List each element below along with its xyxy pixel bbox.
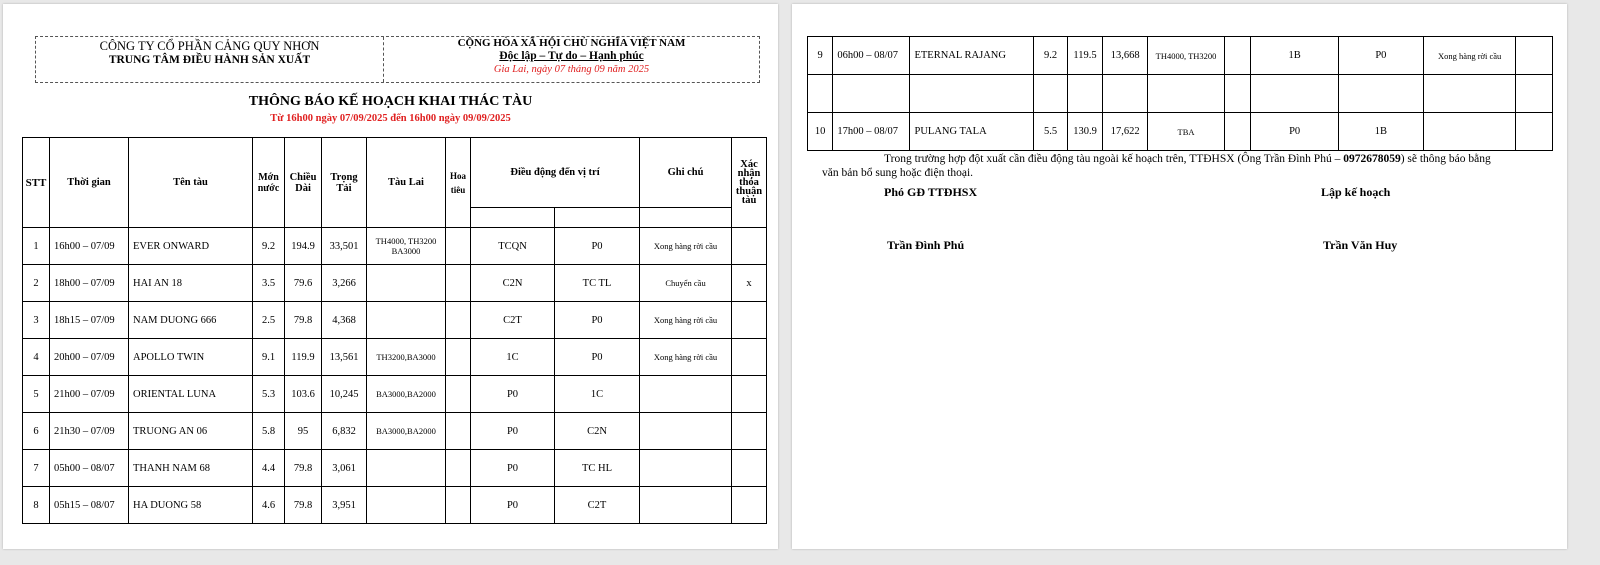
table-row: [23, 450, 767, 487]
cell-pilot: [446, 487, 471, 524]
table-row: [23, 228, 767, 265]
header-move-from: [471, 208, 555, 228]
header-time: Thời gian: [50, 138, 129, 228]
cell-tug: [367, 265, 446, 302]
cell-stt: 2: [23, 265, 50, 302]
cell-confirm: [732, 413, 767, 450]
header-stt: STT: [23, 138, 50, 228]
cell-empty: [1067, 75, 1103, 113]
header-confirm: Xác nhận thỏa thuận tàu: [732, 138, 767, 228]
cell-pilot: [446, 265, 471, 302]
cell-note: [640, 450, 732, 487]
cell-stt: 10: [808, 113, 833, 151]
cell-pilot: [446, 302, 471, 339]
cell-tonnage: 17,622: [1103, 113, 1148, 151]
signature-left-name: Trần Đình Phú: [887, 238, 965, 252]
contact-note: [822, 152, 1532, 180]
header-note: Ghi chú: [640, 138, 732, 208]
cell-note: Xong hàng rời cầu: [640, 339, 732, 376]
cell-draft: 9.2: [1034, 37, 1067, 75]
company-name: CÔNG TY CỔ PHẦN CẢNG QUY NHƠN: [99, 39, 320, 53]
cell-move-to: P0: [555, 228, 640, 265]
cell-tonnage: 13,561: [322, 339, 367, 376]
header-move-to: [555, 208, 640, 228]
cell-pilot: [446, 413, 471, 450]
cell-stt: 7: [23, 450, 50, 487]
cell-empty: [1034, 75, 1067, 113]
cell-draft: 3.5: [253, 265, 285, 302]
cell-time: 21h00 – 07/09: [50, 376, 129, 413]
cell-tonnage: 3,061: [322, 450, 367, 487]
cell-ship: ORIENTAL LUNA: [129, 376, 253, 413]
cell-move-to: 1B: [1338, 113, 1423, 151]
place-date: Gia Lai, ngày 07 tháng 09 năm 2025: [493, 64, 650, 75]
cell-confirm: [732, 450, 767, 487]
cell-empty: [1516, 75, 1553, 113]
cell-note: Chuyển cầu: [640, 265, 732, 302]
cell-tug: BA3000,BA2000: [367, 413, 446, 450]
cell-confirm: [1516, 113, 1553, 151]
cell-empty: [1147, 75, 1224, 113]
cell-stt: 4: [23, 339, 50, 376]
cell-length: 119.5: [1067, 37, 1103, 75]
cell-confirm: [732, 228, 767, 265]
cell-move-to: P0: [1338, 37, 1423, 75]
document-subtitle: Từ 16h00 ngày 07/09/2025 đến 16h00 ngày 09/09/2025: [270, 113, 511, 124]
table-row-empty: [808, 75, 1553, 113]
cell-length: 103.6: [285, 376, 322, 413]
cell-length: 130.9: [1067, 113, 1103, 151]
header-organization: [36, 37, 384, 82]
cell-note: [640, 413, 732, 450]
cell-tug: TH4000, TH3200 BA3000: [367, 228, 446, 265]
cell-note: Xong hàng rời cầu: [640, 228, 732, 265]
cell-ship: HAI AN 18: [129, 265, 253, 302]
cell-move-from: TCQN: [471, 228, 555, 265]
signature-right-name: Trần Văn Huy: [1323, 238, 1398, 252]
document-title: THÔNG BÁO KẾ HOẠCH KHAI THÁC TÀU: [248, 94, 533, 109]
note-text-line2: văn bản bổ sung hoặc điện thoại.: [822, 167, 974, 179]
cell-ship: ETERNAL RAJANG: [910, 37, 1034, 75]
cell-ship: APOLLO TWIN: [129, 339, 253, 376]
cell-length: 95: [285, 413, 322, 450]
table-row: [23, 265, 767, 302]
cell-length: 79.8: [285, 450, 322, 487]
cell-draft: 4.4: [253, 450, 285, 487]
cell-pilot: [446, 376, 471, 413]
header-note-sub: [640, 208, 732, 228]
schedule-table: [22, 137, 767, 524]
cell-move-from: 1B: [1251, 37, 1338, 75]
cell-time: 20h00 – 07/09: [50, 339, 129, 376]
cell-tonnage: 6,832: [322, 413, 367, 450]
cell-time: 05h00 – 08/07: [50, 450, 129, 487]
cell-empty: [833, 75, 910, 113]
signature-left-title: Phó GĐ TTĐHSX: [884, 185, 978, 199]
note-text-after: ) sẽ thông báo bằng: [1400, 153, 1491, 165]
cell-tug: [367, 450, 446, 487]
cell-length: 119.9: [285, 339, 322, 376]
cell-note: Xong hàng rời cầu: [1424, 37, 1516, 75]
cell-time: 21h30 – 07/09: [50, 413, 129, 450]
cell-ship: EVER ONWARD: [129, 228, 253, 265]
cell-move-to: TC HL: [555, 450, 640, 487]
cell-stt: 3: [23, 302, 50, 339]
header-ship: Tên tàu: [129, 138, 253, 228]
note-phone: 0972678059: [1343, 153, 1401, 165]
cell-move-from: C2N: [471, 265, 555, 302]
cell-ship: HA DUONG 58: [129, 487, 253, 524]
cell-move-from: P0: [471, 487, 555, 524]
cell-draft: 9.1: [253, 339, 285, 376]
cell-draft: 5.5: [1034, 113, 1067, 151]
cell-ship: TRUONG AN 06: [129, 413, 253, 450]
cell-move-from: P0: [471, 413, 555, 450]
cell-note: [640, 487, 732, 524]
cell-draft: 9.2: [253, 228, 285, 265]
cell-tonnage: 3,951: [322, 487, 367, 524]
cell-tonnage: 10,245: [322, 376, 367, 413]
cell-move-from: 1C: [471, 339, 555, 376]
center-name: TRUNG TÂM ĐIỀU HÀNH SẢN XUẤT: [108, 54, 311, 66]
cell-empty: [1251, 75, 1338, 113]
cell-move-to: P0: [555, 339, 640, 376]
table-row: [23, 339, 767, 376]
cell-move-to: C2N: [555, 413, 640, 450]
document-page-2: [792, 4, 1567, 549]
cell-pilot: [446, 228, 471, 265]
cell-note: [640, 376, 732, 413]
cell-length: 79.8: [285, 302, 322, 339]
cell-time: 05h15 – 08/07: [50, 487, 129, 524]
header-national: [384, 37, 759, 82]
republic-name: CỘNG HÒA XÃ HỘI CHỦ NGHĨA VIỆT NAM: [457, 37, 686, 49]
schedule-table-continued: [807, 36, 1553, 151]
cell-move-from: P0: [471, 376, 555, 413]
cell-tug: TH4000, TH3200: [1147, 37, 1224, 75]
cell-ship: NAM DUONG 666: [129, 302, 253, 339]
cell-tug: TH3200,BA3000: [367, 339, 446, 376]
cell-draft: 5.3: [253, 376, 285, 413]
national-motto: Độc lập – Tự do – Hạnh phúc: [499, 50, 644, 62]
header-length: Chiều Dài: [285, 138, 322, 228]
cell-tonnage: 4,368: [322, 302, 367, 339]
cell-ship: PULANG TALA: [910, 113, 1034, 151]
cell-empty: [910, 75, 1034, 113]
cell-empty: [1225, 75, 1251, 113]
document-header: [35, 36, 760, 83]
cell-confirm: [732, 339, 767, 376]
cell-move-to: TC TL: [555, 265, 640, 302]
cell-confirm: x: [732, 265, 767, 302]
cell-empty: [1424, 75, 1516, 113]
cell-time: 16h00 – 07/09: [50, 228, 129, 265]
note-text-before: Trong trường hợp đột xuất cần điều động tàu ngoài kế hoạch trên, TTĐHSX (Ông Trần Đình Phú –: [884, 153, 1344, 165]
cell-stt: 9: [808, 37, 833, 75]
document-page-1: [3, 4, 778, 549]
cell-pilot: [446, 450, 471, 487]
cell-empty: [808, 75, 833, 113]
cell-confirm: [732, 302, 767, 339]
cell-confirm: [732, 376, 767, 413]
cell-confirm: [732, 487, 767, 524]
cell-pilot: [446, 339, 471, 376]
cell-tonnage: 13,668: [1103, 37, 1148, 75]
cell-stt: 6: [23, 413, 50, 450]
header-tonnage: Trọng Tải: [322, 138, 367, 228]
header-tug: Tàu Lai: [367, 138, 446, 228]
cell-stt: 1: [23, 228, 50, 265]
cell-move-to: P0: [555, 302, 640, 339]
cell-note: Xong hàng rời cầu: [640, 302, 732, 339]
cell-pilot: [1225, 37, 1251, 75]
cell-draft: 4.6: [253, 487, 285, 524]
cell-length: 79.8: [285, 487, 322, 524]
signature-right-title: Lập kế hoạch: [1321, 185, 1391, 199]
cell-move-to: C2T: [555, 487, 640, 524]
cell-length: 194.9: [285, 228, 322, 265]
cell-draft: 2.5: [253, 302, 285, 339]
cell-tug: [367, 487, 446, 524]
header-move: Điều động đến vị trí: [471, 138, 640, 208]
cell-stt: 8: [23, 487, 50, 524]
cell-confirm: [1516, 37, 1553, 75]
cell-move-from: P0: [471, 450, 555, 487]
table-row: [23, 413, 767, 450]
cell-ship: THANH NAM 68: [129, 450, 253, 487]
table-row: [808, 37, 1553, 75]
cell-tonnage: 33,501: [322, 228, 367, 265]
cell-empty: [1338, 75, 1423, 113]
cell-move-from: P0: [1251, 113, 1338, 151]
table-row: [808, 113, 1553, 151]
cell-draft: 5.8: [253, 413, 285, 450]
table-row: [23, 302, 767, 339]
table-row: [23, 487, 767, 524]
cell-time: 18h00 – 07/09: [50, 265, 129, 302]
cell-tug: TBA: [1147, 113, 1224, 151]
header-draft: Mớn nước: [253, 138, 285, 228]
cell-stt: 5: [23, 376, 50, 413]
header-pilot: Hoa tiêu: [446, 138, 471, 228]
cell-time: 06h00 – 08/07: [833, 37, 910, 75]
cell-move-to: 1C: [555, 376, 640, 413]
cell-move-from: C2T: [471, 302, 555, 339]
cell-empty: [1103, 75, 1148, 113]
table-row: [23, 376, 767, 413]
cell-length: 79.6: [285, 265, 322, 302]
cell-time: 18h15 – 07/09: [50, 302, 129, 339]
cell-tug: [367, 302, 446, 339]
cell-tug: BA3000,BA2000: [367, 376, 446, 413]
cell-tonnage: 3,266: [322, 265, 367, 302]
cell-note: [1424, 113, 1516, 151]
cell-time: 17h00 – 08/07: [833, 113, 910, 151]
cell-pilot: [1225, 113, 1251, 151]
